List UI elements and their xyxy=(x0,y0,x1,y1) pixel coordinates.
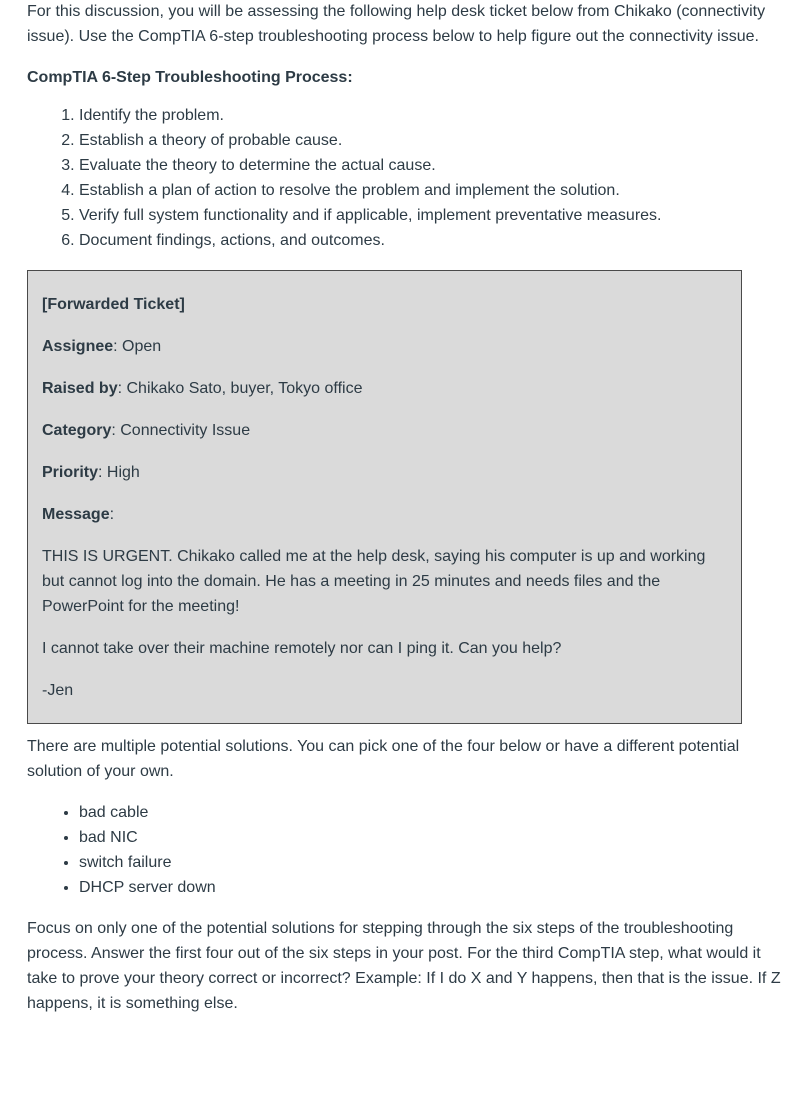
solution-item: • bad cable xyxy=(79,800,782,825)
ticket-category xyxy=(42,418,727,443)
assignee-label: Assignee xyxy=(42,338,114,355)
priority-value: : High xyxy=(98,464,140,481)
step-item: 2. Establish a theory of probable cause. xyxy=(79,128,782,153)
ticket-message-label xyxy=(42,502,727,527)
assignee-value: : Open xyxy=(113,338,162,355)
solutions-intro: There are multiple potential solutions. You can pick one of the four below or have a different potential solution of your own. xyxy=(27,738,740,780)
focus-instructions: Focus on only one of the potential solutions for stepping through the six steps of the troubleshooting process. Answer the first four out of the six steps in your post. For the third CompTIA step, what would it take to prove your theory correct or incorrect? Example: If I do X and Y happens, then that is the issue. If Z happens, it is something else. xyxy=(27,920,781,1012)
message-label: Message xyxy=(42,506,110,523)
raised-by-label: Raised by xyxy=(42,380,118,397)
ticket-header xyxy=(42,292,727,317)
raised-by-value: : Chikako Sato, buyer, Tokyo office xyxy=(117,380,363,397)
steps-heading: CompTIA 6-Step Troubleshooting Process: xyxy=(27,69,353,86)
ticket-message-followup: I cannot take over their machine remotely nor can I ping it. Can you help? xyxy=(42,640,562,657)
ticket-header-text: [Forwarded Ticket] xyxy=(42,296,185,313)
forwarded-ticket-box xyxy=(27,270,742,724)
category-value: : Connectivity Issue xyxy=(111,422,251,439)
ticket-message-body: THIS IS URGENT. Chikako called me at the help desk, saying his computer is up and working but cannot log into the domain. He has a meeting in 25 minutes and needs files and the PowerPoint for the meeting! xyxy=(42,548,706,615)
ticket-signature: -Jen xyxy=(42,682,74,699)
solution-item: • DHCP server down xyxy=(79,875,782,900)
potential-solutions-list xyxy=(27,800,782,900)
priority-label: Priority xyxy=(42,464,99,481)
intro-paragraph: For this discussion, you will be assessing the following help desk ticket below from Chikako (connectivity issue). Use the CompTIA 6-step troubleshooting process below to help figure out the connectivity issue. xyxy=(27,3,766,45)
solution-item: • bad NIC xyxy=(79,825,782,850)
message-colon: : xyxy=(109,506,115,523)
step-item: 4. Establish a plan of action to resolve the problem and implement the solution. xyxy=(79,178,782,203)
ticket-priority xyxy=(42,460,727,485)
solution-item: • switch failure xyxy=(79,850,782,875)
step-item: 3. Evaluate the theory to determine the actual cause. xyxy=(79,153,782,178)
ticket-raised-by xyxy=(42,376,727,401)
troubleshooting-steps-list xyxy=(27,103,782,253)
category-label: Category xyxy=(42,422,112,439)
step-item: 5. Verify full system functionality and if applicable, implement preventative measures. xyxy=(79,203,782,228)
step-item: 6. Document findings, actions, and outcomes. xyxy=(79,228,782,253)
ticket-assignee xyxy=(42,334,727,359)
step-item: 1. Identify the problem. xyxy=(79,103,782,128)
